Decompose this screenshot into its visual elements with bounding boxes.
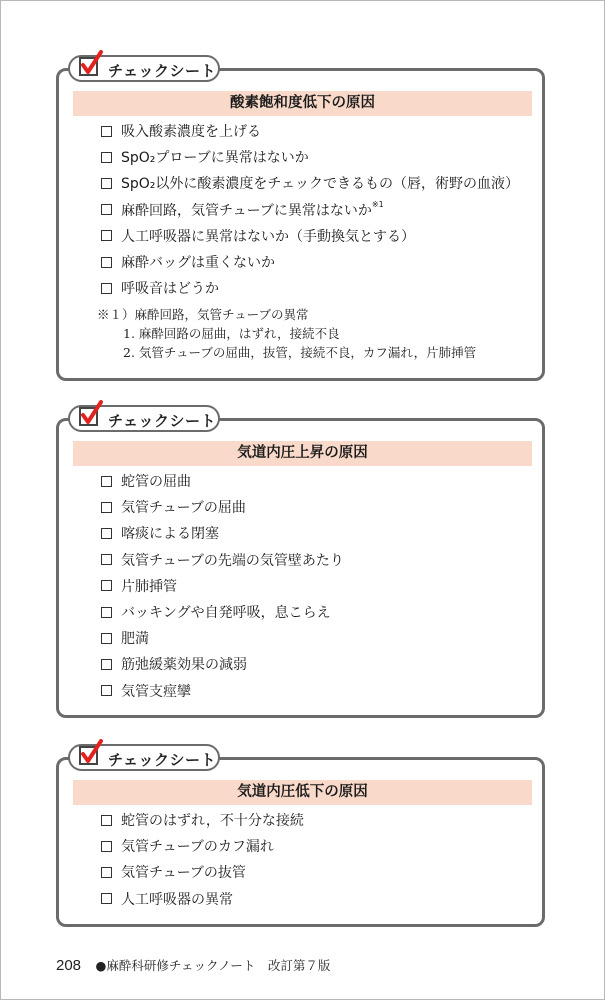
item-label: 筋弛緩薬効果の減弱 [121, 657, 247, 674]
checklist-item[interactable] [101, 651, 344, 677]
item-label: 人工呼吸器の異常 [121, 891, 233, 908]
item-label: バッキングや自発呼吸，息こらえ [121, 605, 331, 622]
checklist-item[interactable] [101, 807, 304, 833]
checkbox[interactable] [101, 204, 112, 215]
checkbox[interactable] [101, 152, 112, 163]
book-title: ●麻酔科研修チェックノート 改訂第７版 [95, 958, 331, 973]
checklist-tab-3 [68, 744, 220, 771]
section-heading: 気道内圧上昇の原因 [73, 441, 532, 466]
checklist-items [101, 807, 304, 912]
checkbox[interactable] [101, 502, 112, 513]
footnote-line: 1. 麻酔回路の屈曲，はずれ，接続不良 [123, 326, 340, 341]
section-heading: 酸素飽和度低下の原因 [73, 91, 532, 116]
checklist-item[interactable] [101, 547, 344, 573]
checklist-item[interactable] [101, 886, 304, 912]
item-label: 吸入酸素濃度を上げる [121, 124, 261, 141]
item-label: 人工呼吸器に異常はないか（手動換気とする） [121, 228, 415, 245]
checkbox[interactable] [101, 257, 112, 268]
checklist-items [101, 468, 344, 704]
item-label: 呼吸音はどうか [121, 281, 219, 298]
checklist-item[interactable] [101, 118, 519, 144]
item-label: 喀痰による閉塞 [121, 526, 219, 543]
checkbox[interactable] [101, 685, 112, 696]
item-label: 気管チューブの先端の気管壁あたり [121, 552, 344, 569]
item-label: 麻酔バッグは重くないか [121, 255, 275, 272]
item-label: 肥満 [121, 631, 149, 648]
checkbox[interactable] [101, 607, 112, 618]
checkbox-checked-icon [78, 738, 104, 768]
checklist-item[interactable] [101, 599, 344, 625]
item-label: 気管チューブの屈曲 [121, 500, 246, 517]
checkbox[interactable] [101, 815, 112, 826]
checkbox[interactable] [101, 528, 112, 539]
checkbox[interactable] [101, 633, 112, 644]
footnote-mark: ※1 [371, 200, 384, 210]
checkbox-checked-icon [78, 399, 104, 429]
checklist-item[interactable] [101, 625, 344, 651]
checkbox[interactable] [101, 659, 112, 670]
checkbox[interactable] [101, 893, 112, 904]
checkbox[interactable] [101, 283, 112, 294]
item-label: 蛇管のはずれ，不十分な接続 [121, 813, 304, 830]
item-label: 蛇管の屈曲 [121, 474, 191, 491]
checklist-item[interactable] [101, 678, 344, 704]
item-label: 気管支痙攣 [121, 683, 191, 700]
item-label: 片肺挿管 [121, 578, 177, 595]
checkbox[interactable] [101, 841, 112, 852]
checkbox[interactable] [101, 867, 112, 878]
checkbox-checked-icon [78, 49, 104, 79]
checkbox[interactable] [101, 554, 112, 565]
checklist-items [101, 118, 519, 301]
checklist-item[interactable] [101, 223, 519, 249]
checkbox[interactable] [101, 126, 112, 137]
checklist-item[interactable] [101, 520, 344, 546]
checklist-tab-2 [68, 405, 220, 432]
checklist-item[interactable] [101, 833, 304, 859]
checklist-tab-1 [68, 55, 220, 82]
tab-label: チェックシート [108, 412, 217, 430]
item-label: 気管チューブのカフ漏れ [121, 839, 274, 856]
checklist-item[interactable] [101, 275, 519, 301]
checklist-item[interactable] [101, 468, 344, 494]
tab-label: チェックシート [108, 62, 217, 80]
checkbox[interactable] [101, 230, 112, 241]
checklist-item[interactable] [101, 197, 519, 223]
item-label: 麻酔回路，気管チューブに異常はないか [121, 202, 372, 219]
section-heading: 気道内圧低下の原因 [73, 780, 532, 805]
checklist-item[interactable] [101, 144, 519, 170]
item-label: 気管チューブの抜管 [121, 865, 246, 882]
checkbox[interactable] [101, 580, 112, 591]
footnote [97, 305, 476, 362]
checklist-item[interactable] [101, 494, 344, 520]
item-label: SpO₂プローブに異常はないか [121, 150, 309, 167]
tab-label: チェックシート [108, 751, 217, 769]
checklist-item[interactable] [101, 170, 519, 196]
checklist-item[interactable] [101, 573, 344, 599]
item-label: SpO₂以外に酸素濃度をチェックできるもの（唇，術野の血液） [121, 176, 519, 193]
checkbox[interactable] [101, 178, 112, 189]
page-number: 208 [56, 957, 82, 974]
checkbox[interactable] [101, 476, 112, 487]
checklist-item[interactable] [101, 249, 519, 275]
page-footer [56, 956, 330, 974]
footnote-line: 2. 気管チューブの屈曲，抜管，接続不良，カフ漏れ，片肺挿管 [123, 345, 477, 360]
footnote-header: ※１）麻酔回路，気管チューブの異常 [97, 307, 309, 322]
checklist-item[interactable] [101, 859, 304, 885]
